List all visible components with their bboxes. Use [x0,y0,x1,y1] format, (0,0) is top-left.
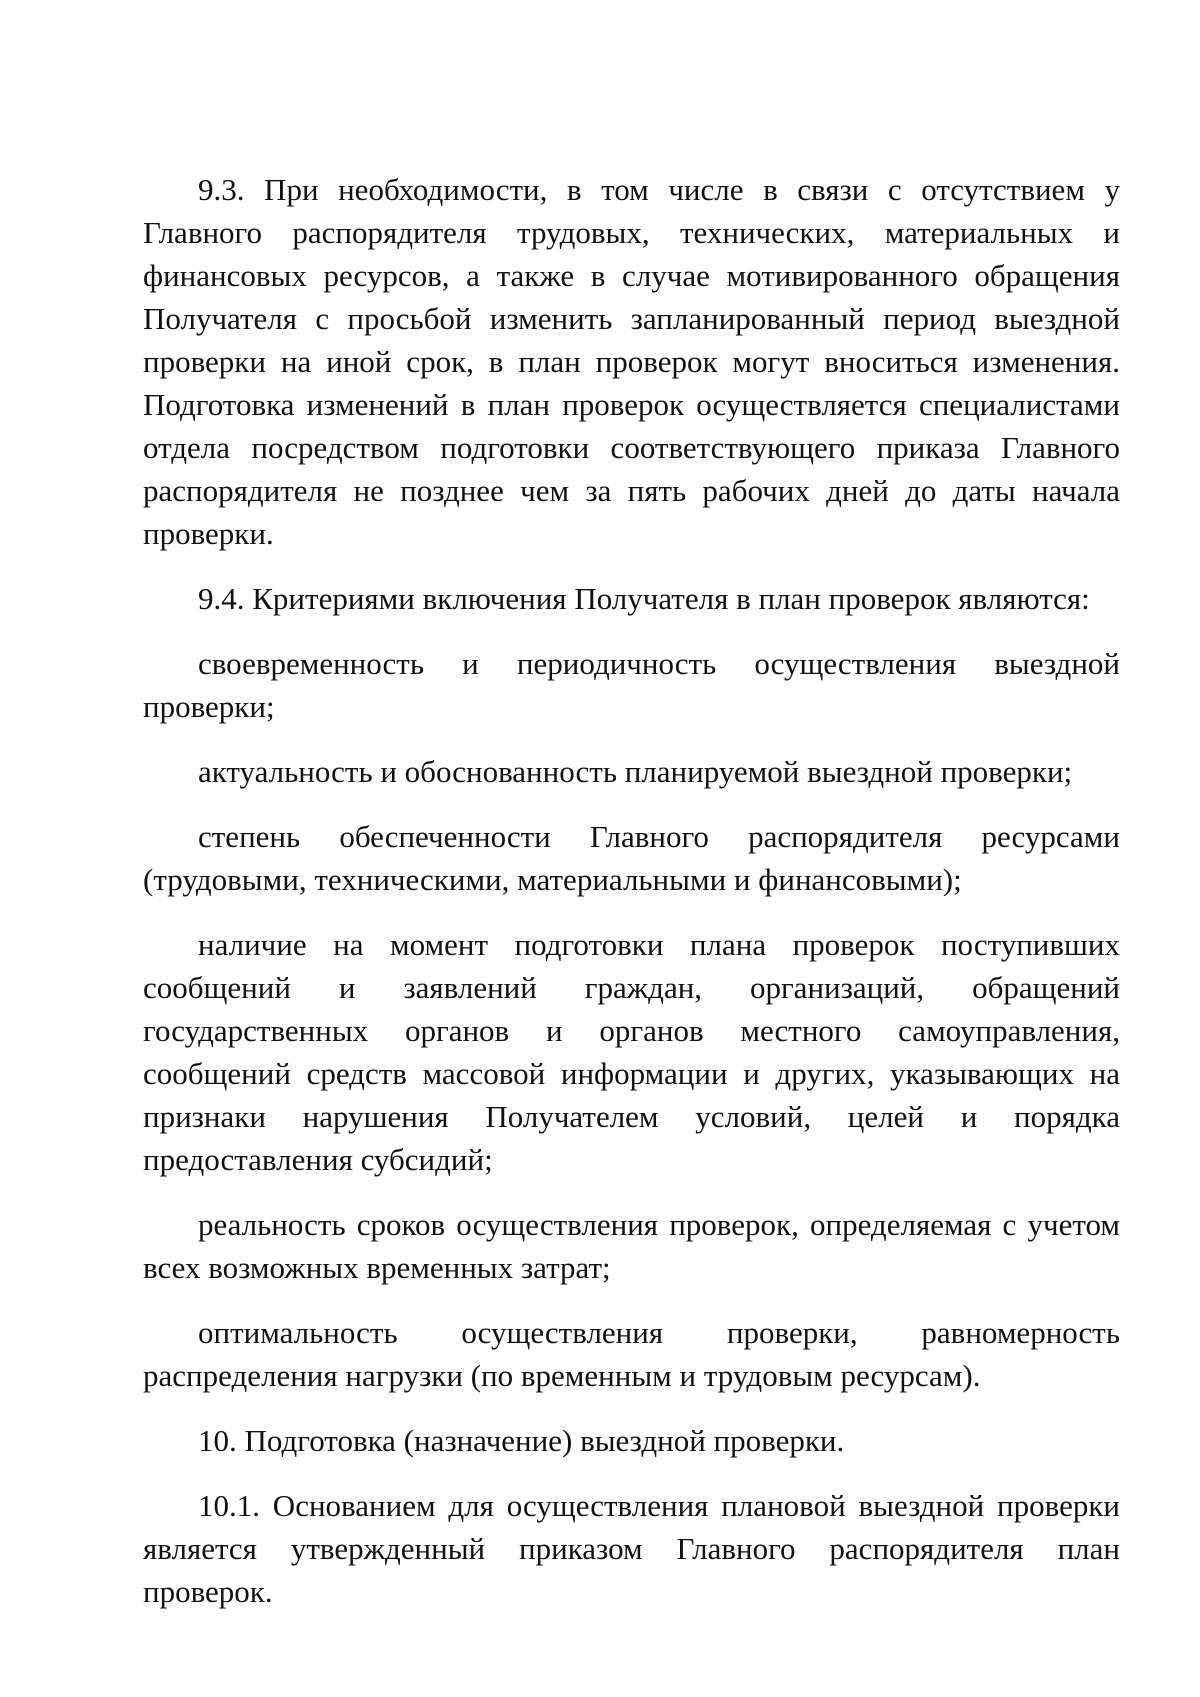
criteria-item-timeliness: своевременность и периодичность осуществления выездной проверки; [143,646,1120,724]
criteria-item-resources: степень обеспеченности Главного распорядителя ресурсами (трудовыми, техническими, материальными и финансовыми); [143,819,1120,897]
document-page [143,168,1120,1613]
paragraph-9-3: 9.3. При необходимости, в том числе в связи с отсутствием у Главного распорядителя трудовых, технических, материальных и финансовых ресурсов, а также в случае мотивированного обращения Получателя с просьбой изменить запланированный период выездной проверки на иной срок, в план проверок могут вноситься изменения. Подготовка изменений в план проверок осуществляется специалистами отдела посредством подготовки соответствующего приказа Главного распорядителя не позднее чем за пять рабочих дней до даты начала проверки. [143,172,1120,551]
paragraph-10-1: 10.1. Основанием для осуществления плановой выездной проверки является утвержденный приказом Главного распорядителя план проверок. [143,1488,1120,1609]
criteria-item-optimality: оптимальность осуществления проверки, равномерность распределения нагрузки (по временным и трудовым ресурсам). [143,1315,1120,1393]
criteria-item-deadlines: реальность сроков осуществления проверок, определяемая с учетом всех возможных временных затрат; [143,1207,1120,1285]
section-heading-10: 10. Подготовка (назначение) выездной проверки. [198,1423,845,1458]
paragraph-9-4: 9.4. Критериями включения Получателя в план проверок являются: [198,581,1090,616]
criteria-item-relevance: актуальность и обоснованность планируемой выездной проверки; [198,754,1073,789]
criteria-item-reports: наличие на момент подготовки плана проверок поступивших сообщений и заявлений граждан, организаций, обращений государственных органов и органов местного самоуправления, сообщений средств массовой информации и других, указывающих на признаки нарушения Получателем условий, целей и порядка предоставления субсидий; [143,927,1120,1177]
